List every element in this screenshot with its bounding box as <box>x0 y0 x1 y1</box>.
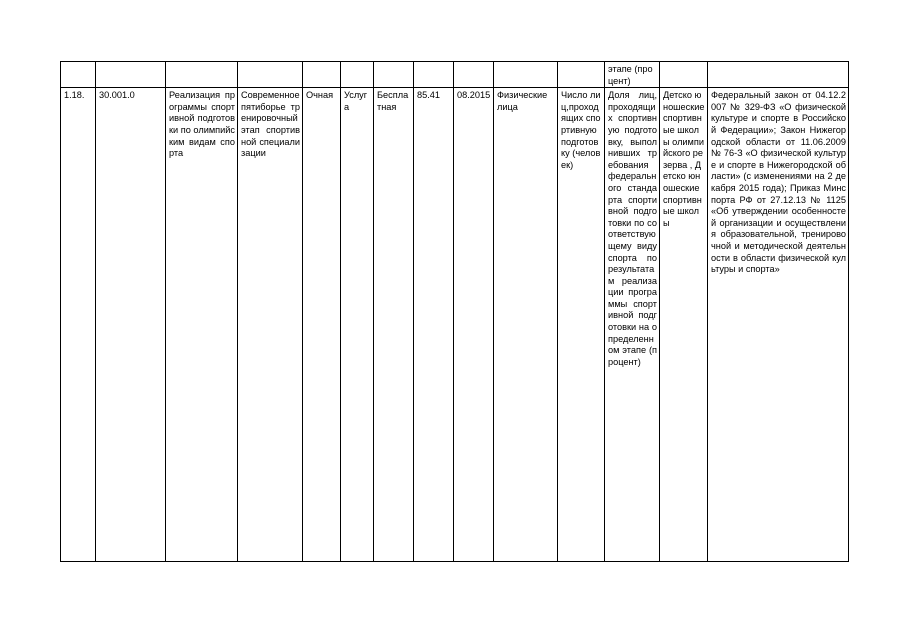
cell-consumers: Физические лица <box>494 88 558 562</box>
cell-legal-basis: Федеральный закон от 04.12.2007 № 329-ФЗ «О физической культуре и спорте в Российской Федерации»; Закон Нижегородской области от 11.06.2009 № 76-З «О физической культуре и спорте в Нижегородской области» (с изменениями на 2 декабря 2015 года); Приказ Минспорта РФ от 27.12.13 № 1125 «Об утверждении особенностей организации и осуществления образовательной, тренировочной и методической деятельности в области физической культуры и спорта» <box>708 88 849 562</box>
cell-date <box>454 62 494 88</box>
cell-okved <box>414 62 454 88</box>
cell-institution-type: Детско юношеские спортивные школы олимпийского резерва , Детско юношеские спортивные школы <box>660 88 708 562</box>
cell-quality-indicator: Доля лиц, проходящих спортивную подготовку, выполнивших требования федерального стандарта спортивной подготовки по соответствующему виду спорта по результатам реализации программы спортивной подготовки на определенном этапе (процент) <box>605 88 660 562</box>
table-row <box>61 88 849 562</box>
table-row <box>61 62 849 88</box>
cell-type: Услуга <box>341 88 374 562</box>
cell-payment: Бесплатная <box>374 88 414 562</box>
cell-form: Очная <box>303 88 341 562</box>
cell-code: 30.001.0 <box>96 88 166 562</box>
cell-content: Современное пятиборье тренировочный этап спортивной специализации <box>238 88 303 562</box>
cell-number: 1.18. <box>61 88 96 562</box>
cell-type <box>341 62 374 88</box>
cell-legal-basis <box>708 62 849 88</box>
registry-table <box>60 61 849 562</box>
cell-number <box>61 62 96 88</box>
cell-quality-indicator: этапе (процент) <box>605 62 660 88</box>
cell-payment <box>374 62 414 88</box>
cell-content <box>238 62 303 88</box>
cell-consumers <box>494 62 558 88</box>
cell-date: 08.2015 <box>454 88 494 562</box>
cell-institution-type <box>660 62 708 88</box>
cell-okved: 85.41 <box>414 88 454 562</box>
cell-service-name: Реализация программы спортивной подготовки по олимпийским видам спорта <box>166 88 238 562</box>
cell-volume-indicator: Число лиц,проходящих спортивную подготовку (человек) <box>558 88 605 562</box>
cell-service-name <box>166 62 238 88</box>
cell-volume-indicator <box>558 62 605 88</box>
cell-form <box>303 62 341 88</box>
cell-code <box>96 62 166 88</box>
